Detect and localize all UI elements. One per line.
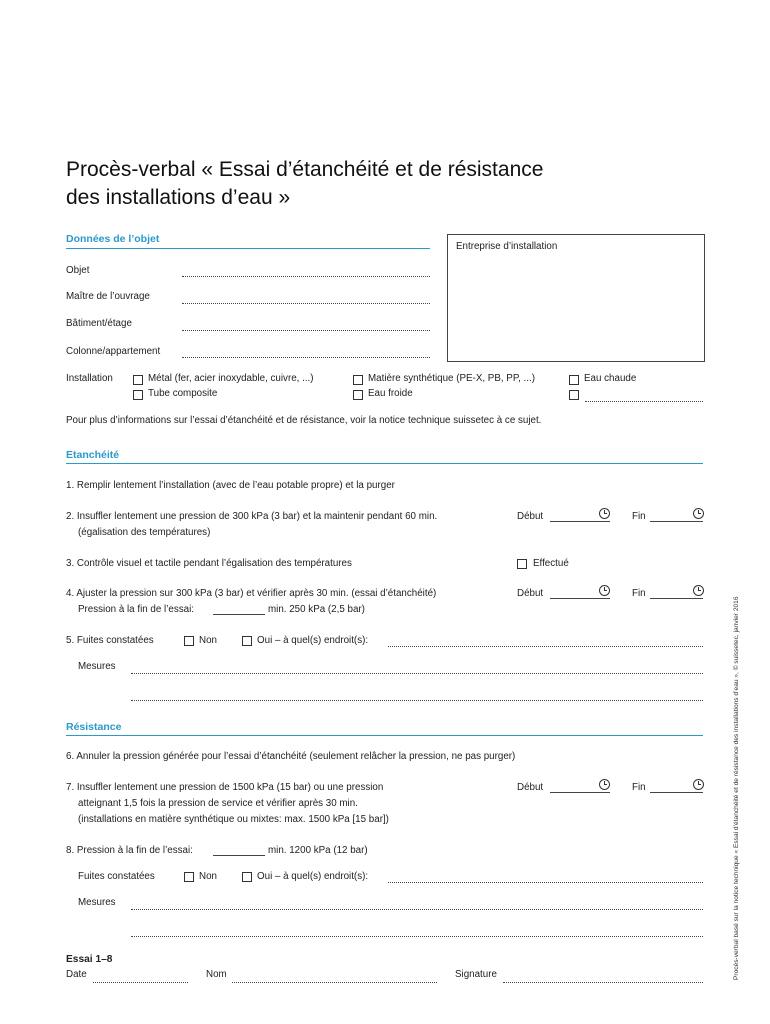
batiment-label: Bâtiment/étage — [66, 318, 132, 329]
autre-field[interactable] — [585, 401, 703, 402]
effectue-label: Effectué — [533, 558, 569, 569]
colonne-label: Colonne/appartement — [66, 346, 161, 357]
installation-label: Installation — [66, 373, 113, 384]
section-heading-resistance: Résistance — [66, 721, 122, 733]
section-heading-etancheite: Etanchéité — [66, 449, 120, 461]
clock-icon — [599, 508, 610, 519]
section-rule-donnees — [66, 248, 430, 249]
fin-label: Fin — [632, 782, 646, 793]
fuites-label: Fuites constatées — [78, 871, 155, 882]
metal-checkbox[interactable] — [133, 375, 143, 385]
title-line-2: des installations d’eau » — [66, 186, 291, 209]
fin-field[interactable] — [650, 792, 703, 793]
resistance-non-label: Non — [199, 871, 217, 882]
step-2-line-1: 2. Insuffler lentement une pression de 300 kPa (3 bar) et la maintenir pendant 60 min. — [66, 511, 438, 522]
colonne-field[interactable] — [182, 357, 430, 358]
signature-field[interactable] — [503, 982, 703, 983]
step-4-pressure-min: min. 250 kPa (2,5 bar) — [268, 604, 365, 615]
effectue-checkbox[interactable] — [517, 559, 527, 569]
debut-label: Début — [517, 511, 544, 522]
tube-checkbox[interactable] — [133, 390, 143, 400]
maitre-field[interactable] — [182, 303, 430, 304]
debut-field[interactable] — [550, 792, 610, 793]
entreprise-box[interactable] — [447, 234, 705, 362]
eau-chaude-label: Eau chaude — [584, 373, 637, 384]
signature-label: Signature — [455, 969, 497, 980]
resistance-endroits-field[interactable] — [388, 882, 703, 883]
side-note: Procès-verbal basé sur la notice technique « Essai d’étanchéité et de résistance des installations d’eau », © suissetec, janvier 2016 — [733, 596, 740, 980]
step-8-pressure-field[interactable] — [213, 855, 265, 856]
step-7-line-1: 7. Insuffler lentement une pression de 1500 kPa (15 bar) ou une pression — [66, 782, 384, 793]
clock-icon — [599, 779, 610, 790]
mesures-field[interactable] — [131, 700, 703, 701]
metal-label: Métal (fer, acier inoxydable, cuivre, ...) — [148, 373, 314, 384]
clock-icon — [599, 585, 610, 596]
synthetique-checkbox[interactable] — [353, 375, 363, 385]
mesures-label: Mesures — [78, 661, 116, 672]
section-rule-etancheite — [66, 463, 703, 464]
section-rule-resistance — [66, 735, 703, 736]
resistance-non-checkbox[interactable] — [184, 872, 194, 882]
eau-froide-label: Eau froide — [368, 388, 413, 399]
debut-label: Début — [517, 588, 544, 599]
step-5: 5. Fuites constatées — [66, 635, 154, 646]
resistance-mesures-field[interactable] — [131, 936, 703, 937]
essai-heading: Essai 1–8 — [66, 954, 113, 965]
fin-field[interactable] — [650, 598, 703, 599]
resistance-mesures-label: Mesures — [78, 897, 116, 908]
step-1: 1. Remplir lentement l’installation (avec de l’eau potable propre) et la purger — [66, 480, 395, 491]
entreprise-label: Entreprise d’installation — [456, 241, 558, 252]
clock-icon — [693, 585, 704, 596]
step-3: 3. Contrôle visuel et tactile pendant l’égalisation des températures — [66, 558, 352, 569]
clock-icon — [693, 779, 704, 790]
fin-label: Fin — [632, 511, 646, 522]
tube-label: Tube composite — [148, 388, 218, 399]
fin-label: Fin — [632, 588, 646, 599]
step-8-pressure-min: min. 1200 kPa (12 bar) — [268, 845, 368, 856]
step-4-pressure-field[interactable] — [213, 614, 265, 615]
step-4-line-1: 4. Ajuster la pression sur 300 kPa (3 bar) et vérifier après 30 min. (essai d’étanchéité) — [66, 588, 437, 599]
eau-chaude-checkbox[interactable] — [569, 375, 579, 385]
fuites-non-checkbox[interactable] — [184, 636, 194, 646]
clock-icon — [693, 508, 704, 519]
date-label: Date — [66, 969, 87, 980]
fuites-oui-checkbox[interactable] — [242, 636, 252, 646]
batiment-field[interactable] — [182, 330, 430, 331]
maitre-label: Maître de l’ouvrage — [66, 291, 150, 302]
fin-field[interactable] — [650, 521, 703, 522]
step-6: 6. Annuler la pression générée pour l’essai d’étanchéité (seulement relâcher la pression, ne pas purger) — [66, 751, 516, 762]
debut-label: Début — [517, 782, 544, 793]
nom-field[interactable] — [232, 982, 437, 983]
debut-field[interactable] — [550, 598, 610, 599]
debut-field[interactable] — [550, 521, 610, 522]
eau-froide-checkbox[interactable] — [353, 390, 363, 400]
section-heading-donnees: Données de l’objet — [66, 233, 160, 245]
step-7-line-3: (installations en matière synthétique ou mixtes: max. 1500 kPa [15 bar]) — [78, 814, 389, 825]
fuites-oui-label: Oui – à quel(s) endroit(s): — [257, 635, 369, 646]
title-line-1: Procès-verbal « Essai d’étanchéité et de résistance — [66, 158, 544, 181]
date-field[interactable] — [93, 982, 188, 983]
step-2-line-2: (égalisation des températures) — [78, 527, 211, 538]
page-title — [66, 156, 543, 212]
resistance-oui-label: Oui – à quel(s) endroit(s): — [257, 871, 369, 882]
step-8-label: 8. Pression à la fin de l’essai: — [66, 845, 193, 856]
autre-checkbox[interactable] — [569, 390, 579, 400]
synthetique-label: Matière synthétique (PE-X, PB, PP, ...) — [368, 373, 535, 384]
fuites-non-label: Non — [199, 635, 217, 646]
step-4-pressure-label: Pression à la fin de l’essai: — [78, 604, 194, 615]
fuites-endroits-field[interactable] — [388, 646, 703, 647]
resistance-oui-checkbox[interactable] — [242, 872, 252, 882]
info-text: Pour plus d’informations sur l’essai d’étanchéité et de résistance, voir la notice technique suissetec à ce sujet. — [66, 415, 542, 426]
step-7-line-2: atteignant 1,5 fois la pression de service et vérifier après 30 min. — [78, 798, 358, 809]
resistance-mesures-field[interactable] — [131, 909, 703, 910]
nom-label: Nom — [206, 969, 227, 980]
mesures-field[interactable] — [131, 673, 703, 674]
objet-label: Objet — [66, 265, 90, 276]
objet-field[interactable] — [182, 276, 430, 277]
